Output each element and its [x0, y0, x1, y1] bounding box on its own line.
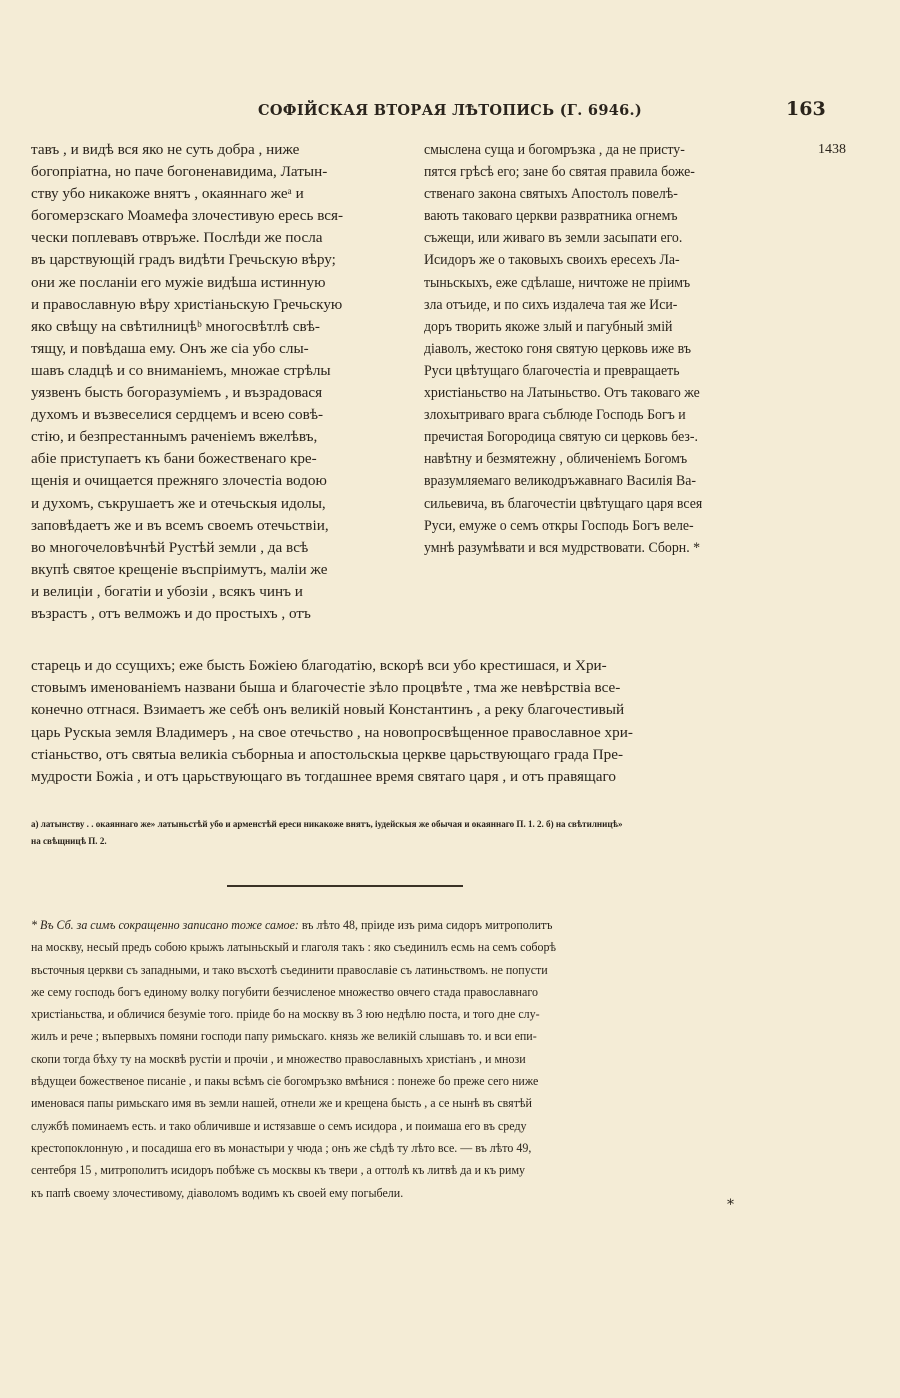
text-line: діаволъ, жестоко гоня святую церковь иже въ — [424, 339, 691, 357]
text-line: стію, и безпрестаннымъ раченіемъ вжелѣвъ, — [31, 428, 318, 446]
text-line: и духомъ, съкрушаетъ же и отечьскыя идолы, — [31, 494, 326, 512]
note-line: на москву, несый предъ собою крыжъ латыньскый и глаголя такъ : яко съединилъ есмь на семъ соборѣ — [31, 940, 557, 955]
text-line: тящу, и повѣдаша ему. Онъ же сіа убо слы- — [31, 339, 309, 357]
text-line: въ царствующій градъ видѣти Гречьскую вѣру; — [31, 251, 336, 269]
text-line: и велиціи , богатіи и убозіи , всякъ чинъ и — [31, 582, 303, 600]
text-line: вкупѣ святое крещеніе въспріимутъ, маліи же — [31, 560, 328, 578]
left-column — [31, 139, 423, 625]
note-line: къ папѣ своему злочестивому, діаволомъ водимъ къ своей ему погыбели. — [31, 1185, 404, 1200]
text-line: зла отъиде, и по сихъ издалеча тая же Иси- — [424, 295, 678, 313]
text-line: възрастъ , отъ велможъ и до простыхъ , отъ — [31, 604, 311, 622]
note-line: сентебря 15 , митрополитъ исидоръ побѣже съ москвы къ твери , а оттолѣ къ литвѣ да и къ риму — [31, 1163, 526, 1178]
text-line: тавъ , и видѣ вся яко не суть добра , ниже — [31, 141, 300, 158]
footnote-divider — [227, 885, 463, 887]
text-line: старець и до ссущихъ; еже бысть Божіею благодатію, вскорѣ вси убо крестишася, и Хри- — [31, 657, 607, 674]
text-line: вають таковаго церкви развратника огнемъ — [424, 207, 678, 225]
text-line: злохытриваго врага съблюде Господь Богъ и — [424, 406, 686, 424]
text-line: духомъ и възвеселися сердцемъ и всею совѣ- — [31, 406, 324, 424]
text-line: смыслена суща и богомръзка , да не присту- — [424, 141, 685, 158]
note-line: въ лѣто 48, пріиде изъ рима сидоръ митрополитъ — [298, 918, 553, 932]
text-line: пречистая Богородица святую си церковь без-. — [424, 428, 698, 446]
text-line: христіаньство на Латыньство. Отъ таковаго же — [424, 384, 700, 402]
page-header-title: СОФІЙСКАЯ ВТОРАЯ ЛѢТОПИСЬ (Г. 6946.) — [258, 102, 642, 119]
text-line: чески поплевавъ отвръже. Послѣди же посла — [31, 229, 323, 247]
note-line: именовася папы римьскаго имя въ земли нашей, отнели же и крещена бысть , а се нынѣ въ святѣй — [31, 1096, 532, 1111]
text-line: во многочеловѣчнѣй Рустѣй земли , да вcѣ — [31, 538, 309, 556]
text-line: сильевича, въ благочестіи цвѣтущаго царя всея — [424, 494, 703, 512]
text-line: Руси, емуже о семъ откры Господь Богъ веле- — [424, 516, 694, 534]
text-line: заповѣдаетъ же и въ всемъ своемъ отечьствіи, — [31, 516, 329, 534]
note-line: вѣдущеи божественое писаніе , и пакы всѣмъ сіе богомръзко вмѣнися : понеже бо преже сего ниже — [31, 1074, 539, 1089]
text-line: навѣтну и безмятежну , обличеніемъ Богомъ — [424, 450, 688, 468]
text-line: богомерзскаго Моамефа злочестивую ересь вся- — [31, 207, 344, 225]
text-line: богопріатна, но паче богоненавидима, Латын- — [31, 163, 328, 181]
text-line: мудрости Божіа , и отъ царьствующаго въ тогдашнее время святаго царя , и отъ правящаго — [31, 767, 616, 785]
full-width-paragraph — [31, 655, 857, 788]
editorial-note — [31, 914, 871, 1204]
running-header — [0, 96, 900, 128]
text-line: царь Рускыа земля Владимеръ , на свое отечьство , на новопросвѣщенное православное хри- — [31, 723, 633, 741]
text-line: они же посланіи его мужіе видѣша истинную — [31, 273, 326, 291]
note-lead: * Въ Сб. за симъ сокращенно записано тоже самое: — [31, 918, 299, 932]
text-line: доръ творить якоже злый и пагубный змій — [424, 317, 673, 335]
text-line: щенія и очищается прежняго злочестіа водою — [31, 472, 327, 490]
text-line: абіе приступаетъ къ бани божественаго кре- — [31, 450, 317, 468]
text-line: вразумляемаго великодръжавнаго Василія Ва- — [424, 472, 696, 490]
text-line: умнѣ разумѣвати и вся мудрствовати. Сборн. * — [424, 538, 701, 556]
note-line: христіаньства, и обличися безуміе того. пріиде бо на москву въ 3 юю недѣлю поста, и того дне слу- — [31, 1007, 540, 1022]
note-line: же сему господь богъ единому волку погубити безчисленое множество овчего стада православнаго — [31, 984, 538, 999]
margin-year: 1438 — [818, 142, 846, 157]
footnote-line: на свѣщницѣ П. 2. — [31, 837, 107, 847]
text-line: Исидоръ же о таковыхъ своихъ ересехъ Ла- — [424, 251, 680, 269]
note-line: крестопоклонную , и посадиша его въ монастыри у чюда ; онъ же сѣдѣ ту лѣто все. — въ лѣто 49, — [31, 1140, 532, 1155]
text-line: и православную вѣру христіаньскую Гречьскую — [31, 295, 343, 313]
text-line: конечно отгнася. Взимаетъ же себѣ онъ великій новый Константинъ , а реку благочестивый — [31, 701, 625, 719]
note-first-line — [31, 914, 831, 936]
text-line: стіаньство, отъ святыа великіа съборныа и апостольскыа церкве царьствующаго града Пре- — [31, 745, 624, 763]
text-line: тыньскыхъ, еже сдѣлаше, ничтоже не пріимъ — [424, 273, 691, 291]
note-line: службѣ поминаемъ есть. и тако обличивше и истязавше о семъ исидора , и поимаша его въ среду — [31, 1118, 527, 1133]
page-number: 163 — [786, 98, 826, 120]
note-line: жилъ и рече ; въпервыхъ помяни господи папу римьскаго. князь же великій слышавъ то. и вси епи- — [31, 1029, 537, 1044]
text-line: уязвенъ бысть богоразуміемъ , и възрадовася — [31, 384, 323, 402]
note-line: въсточныя церкви съ западными, и тако въсхотѣ съединити православіе съ латиньствомъ. не попусти — [31, 962, 548, 977]
text-line: ству убо никакоже внятъ , окаяннаго жеᵃ и — [31, 185, 304, 203]
text-line: яко свѣщу на свѣтилницѣᵇ многосвѣтлѣ свѣ- — [31, 317, 320, 335]
text-line: шавъ сладцѣ и со вниманіемъ, множае стрѣлы — [31, 361, 331, 379]
end-asterisk: * — [727, 1197, 734, 1213]
text-line: Руси цвѣтущаго благочестіа и превращаеть — [424, 361, 680, 379]
note-line: скопи тогда бѣху ту на москвѣ рустіи и прочіи , и множество православныхъ христіанъ , и мнози — [31, 1051, 526, 1066]
variant-footnotes — [31, 817, 871, 851]
text-line: ственаго закона святыхъ Апостолъ повелѣ- — [424, 185, 678, 203]
text-line: пятся грѣсѣ его; зане бо святая правила боже- — [424, 163, 695, 181]
text-line: съжещи, или живаго въ земли засыпати его. — [424, 229, 683, 247]
text-line: стовымъ именованіемъ названи быша и благочестіе зѣло процвѣте , тма же невѣрствіа все- — [31, 679, 621, 697]
right-column — [424, 139, 854, 559]
footnote-line: а) латынству . . окаяннаго же» латыньстѣй убо и арменстѣй ереси никакоже внятъ, іудейскыя же обычая и окаяннаго П. 1. 2. б) на свѣтилницѣ» — [31, 820, 623, 830]
